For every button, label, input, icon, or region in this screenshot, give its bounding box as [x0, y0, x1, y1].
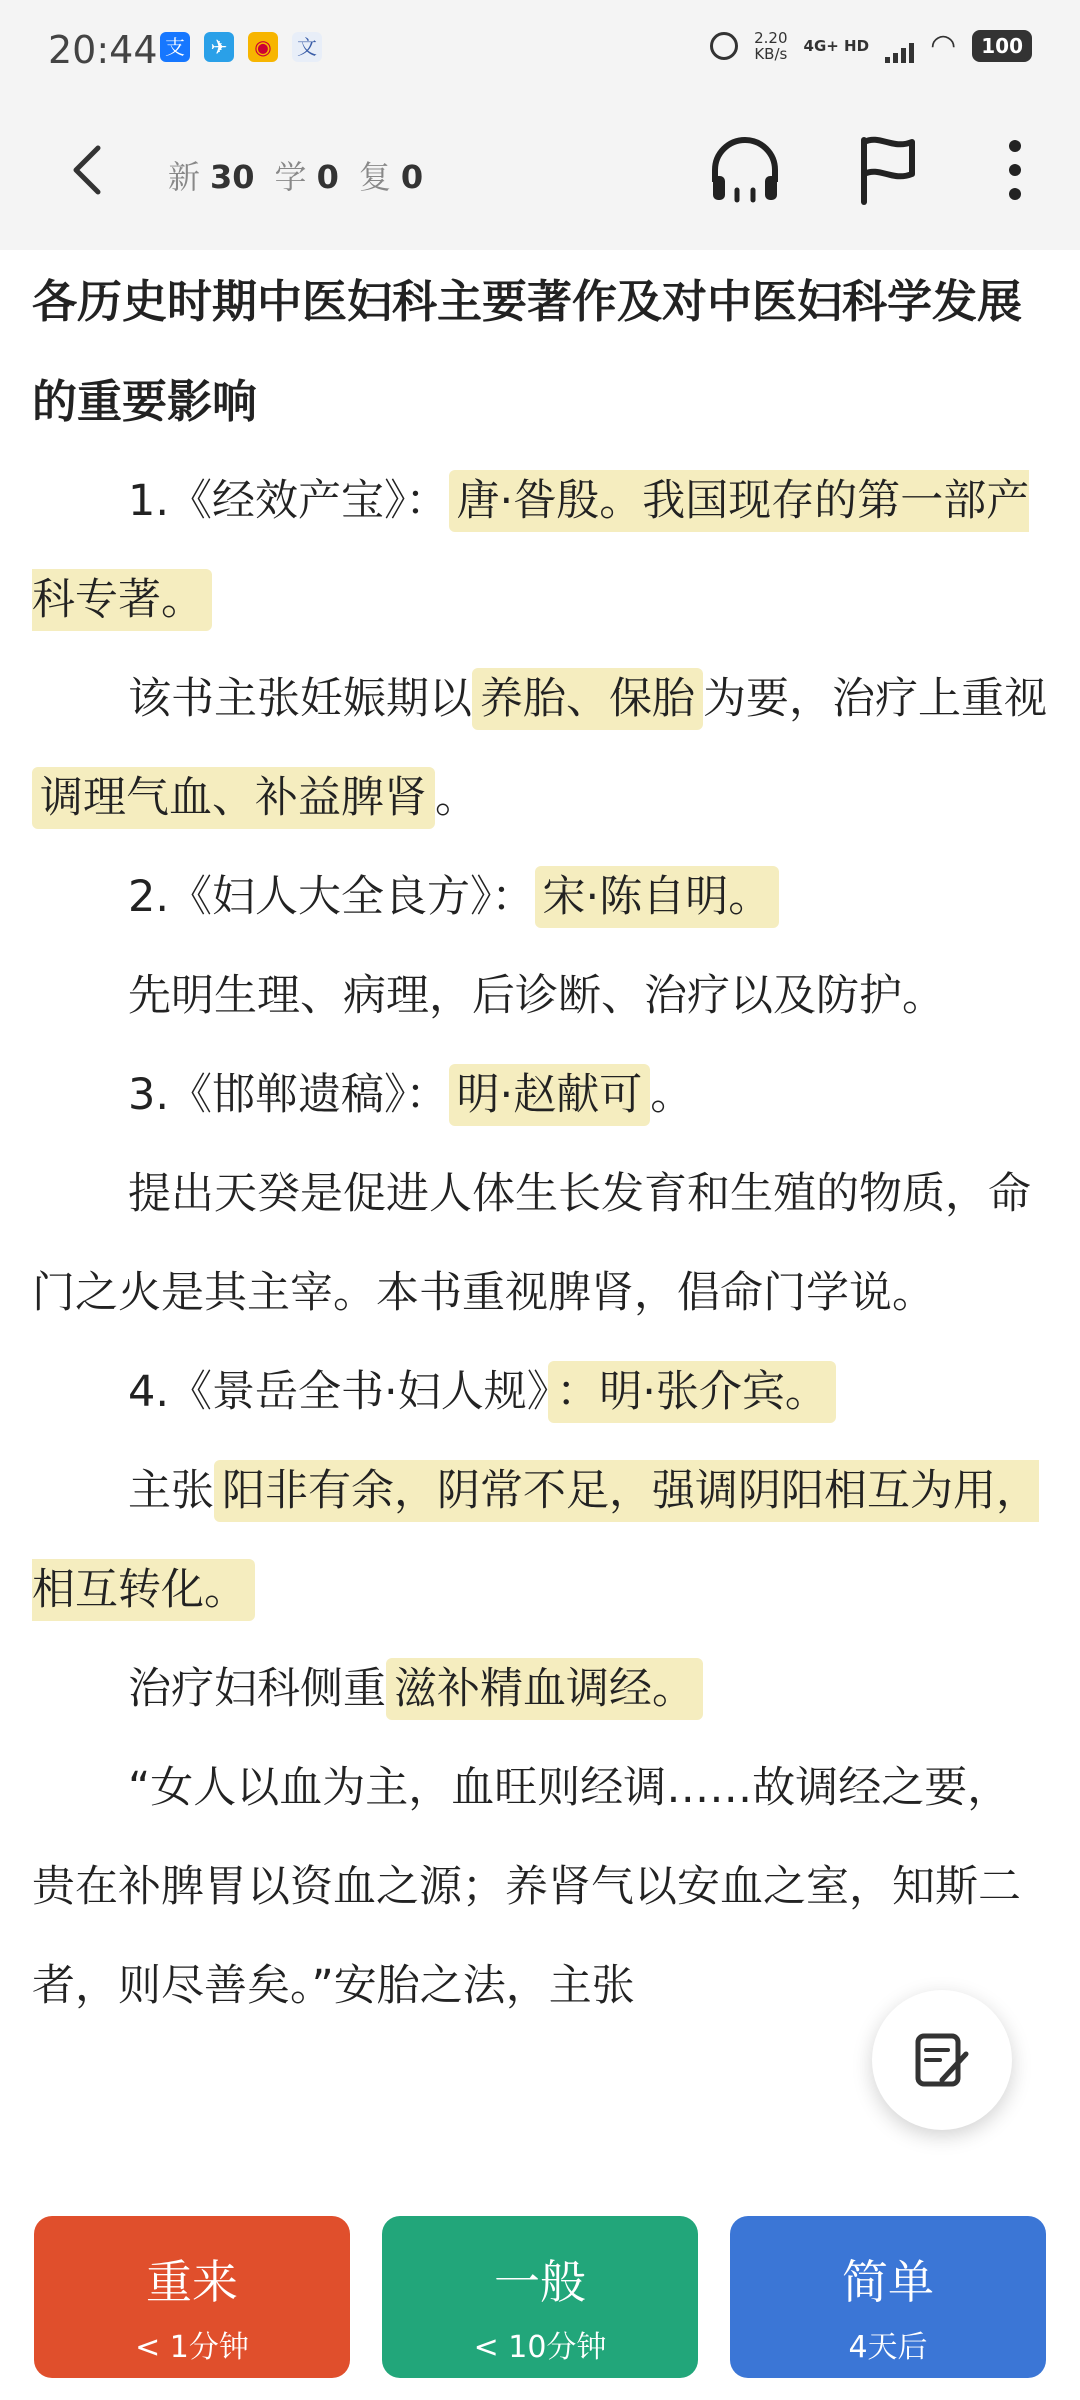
text-segment: 该书主张妊娠期以 — [128, 674, 472, 724]
normal-button[interactable] — [382, 2216, 698, 2378]
paragraph-9 — [32, 1640, 1052, 1739]
highlight-8: 滋补精血调经。 — [386, 1658, 703, 1720]
paragraph-6: 提出天癸是促进人体生长发育和生殖的物质，命门之火是其主宰。本书重视脾肾，倡命门学说。 — [32, 1169, 1031, 1318]
review-label: 复 — [358, 158, 391, 196]
again-label: 重来 — [146, 2255, 238, 2309]
network-speed — [754, 30, 787, 62]
paragraph-4: 先明生理、病理，后诊断、治疗以及防护。 — [128, 971, 945, 1021]
speed-value: 2.20 — [754, 28, 788, 47]
alarm-icon — [710, 32, 738, 60]
normal-label: 一般 — [494, 2255, 586, 2309]
text-segment: 。 — [650, 1070, 694, 1120]
flag-icon[interactable] — [850, 130, 930, 210]
learn-count: 0 — [316, 158, 339, 196]
headphone-icon[interactable] — [705, 130, 785, 210]
highlight-2: 养胎、保胎 — [472, 668, 703, 730]
normal-interval: < 10分钟 — [473, 2330, 607, 2365]
highlight-1: 唐·昝殷。我国现存的第一部产科专著。 — [32, 470, 1029, 631]
back-arrow-icon[interactable] — [60, 140, 120, 200]
answer-bar — [0, 2190, 1080, 2400]
highlight-6: ：明·张介宾。 — [548, 1361, 836, 1423]
app-header — [0, 100, 1080, 250]
paragraph-5 — [32, 1046, 1052, 1145]
travel-icon: ✈ — [204, 32, 234, 62]
highlight-3: 调理气血、补益脾肾 — [32, 767, 435, 829]
review-count: 0 — [400, 158, 424, 196]
book-title-1: 1.《经效产宝》： — [128, 476, 449, 526]
reward-icon: ◉ — [248, 32, 278, 62]
new-count: 30 — [210, 158, 255, 196]
easy-interval: 4天后 — [848, 2330, 928, 2365]
network-type: 4G+ HD — [803, 36, 870, 55]
text-segment: 为要，治疗上重视 — [703, 674, 1047, 724]
speed-unit: KB/s — [754, 44, 788, 63]
paragraph-1 — [32, 452, 1052, 650]
paragraph-7 — [32, 1343, 1052, 1442]
book-title-2: 2.《妇人大全良方》： — [128, 872, 535, 922]
card-content — [32, 250, 1052, 2190]
again-interval: < 1分钟 — [135, 2330, 249, 2365]
paragraph-2 — [32, 650, 1052, 848]
study-counts — [168, 152, 433, 198]
text-segment: 。 — [435, 773, 478, 823]
highlight-7: 阳非有余，阴常不足，强调阴阳相互为用，相互转化。 — [32, 1460, 1039, 1621]
notification-icons — [160, 32, 322, 62]
edit-note-button[interactable] — [872, 1990, 1012, 2130]
translate-icon: 文 — [292, 32, 322, 62]
card-title: 各历史时期中医妇科主要著作及对中医妇科学发展的重要影响 — [32, 275, 1023, 428]
paragraph-8 — [32, 1442, 1052, 1640]
easy-button[interactable] — [730, 2216, 1046, 2378]
signal-icon — [885, 43, 914, 63]
paragraph-3 — [32, 848, 1052, 947]
again-button[interactable] — [34, 2216, 350, 2378]
more-options-icon[interactable] — [975, 130, 1055, 210]
highlight-5: 明·赵献可 — [449, 1064, 651, 1126]
edit-note-icon — [912, 2030, 972, 2090]
wifi-icon: ◠ — [930, 28, 957, 63]
text-segment: 治疗妇科侧重 — [128, 1664, 386, 1714]
paragraph-10: “女人以血为主，血旺则经调……故调经之要，贵在补脾胃以资血之源；养肾气以安血之室，知斯二者，则尽善矣。”安胎之法，主张 — [32, 1763, 1021, 2011]
alipay-icon: 支 — [160, 32, 190, 62]
battery-indicator: 100 — [972, 30, 1032, 62]
book-title-4: 4.《景岳全书·妇人规》 — [128, 1367, 549, 1417]
learn-label: 学 — [274, 158, 307, 196]
book-title-3: 3.《邯郸遗稿》： — [128, 1070, 449, 1120]
text-segment: 主张 — [128, 1466, 214, 1516]
new-label: 新 — [168, 158, 201, 196]
highlight-4: 宋·陈自明。 — [535, 866, 780, 928]
easy-label: 简单 — [842, 2255, 934, 2309]
status-bar — [0, 0, 1080, 100]
status-time: 20:44 — [48, 28, 158, 72]
